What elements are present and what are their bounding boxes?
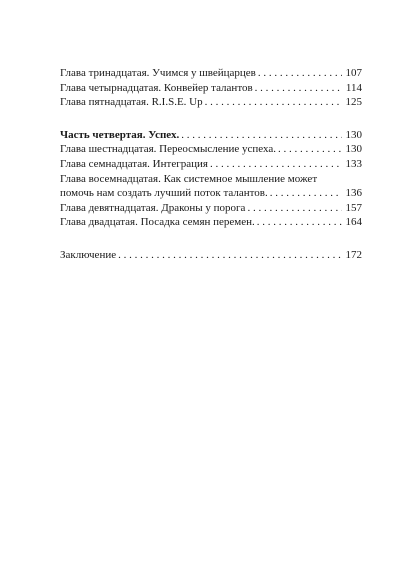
toc-entry-page: 107 (345, 67, 362, 79)
toc-entry-page: 136 (345, 187, 362, 200)
toc-entry-title: Глава тринадцатая. Учимся у швейцарцев (60, 67, 256, 79)
toc-entry-page: 130 (345, 143, 362, 156)
toc-entry-title: Глава четырнадцатая. Конвейер талантов (60, 81, 253, 94)
dot-leader (205, 95, 342, 110)
dot-leader (257, 215, 342, 230)
toc-entry-chapter-16[interactable] (60, 142, 362, 157)
toc-entry-page: 164 (345, 216, 362, 229)
toc-entry-title: Глава девятнадцатая. Драконы у порога (60, 201, 246, 214)
toc-entry-title: Глава семнадцатая. Интеграция (60, 157, 208, 170)
toc-entry-title: Глава пятнадцатая. R.I.S.E. Up (60, 96, 203, 109)
dot-leader (118, 248, 342, 263)
toc-group-part-three-end (60, 66, 362, 110)
toc-entry-title-line2: помочь нам создать лучший поток талантов. (60, 187, 268, 200)
toc-entry-page: 125 (345, 96, 362, 109)
toc-entry-page: 172 (345, 248, 362, 261)
toc-part-title: Часть четвертая. Успех. (60, 128, 180, 141)
toc-entry-chapter-17[interactable] (60, 157, 362, 172)
toc-entry-chapter-18[interactable] (60, 172, 362, 201)
toc-entry-title: Глава шестнадцатая. Переосмысление успеха. (60, 143, 277, 156)
dot-leader (210, 157, 342, 172)
toc-entry-conclusion[interactable] (60, 248, 362, 263)
toc-entry-chapter-19[interactable] (60, 201, 362, 216)
toc-entry-page: 130 (345, 128, 362, 141)
dot-leader (181, 128, 342, 143)
dot-leader (258, 66, 342, 81)
toc-entry-page: 114 (345, 81, 362, 94)
toc-entry-line2 (60, 186, 362, 201)
toc-entry-part-4[interactable] (60, 128, 362, 143)
toc-entry-chapter-20[interactable] (60, 215, 362, 230)
toc-entry-chapter-15[interactable] (60, 95, 362, 110)
toc-entry-title: Заключение (60, 248, 117, 261)
dot-leader (247, 201, 342, 216)
toc-entry-page: 133 (345, 157, 362, 170)
dot-leader (255, 81, 342, 96)
toc-entry-chapter-14[interactable] (60, 81, 362, 96)
table-of-contents (60, 66, 362, 263)
dot-leader (270, 186, 342, 201)
toc-entry-title: Глава двадцатая. Посадка семян перемен. (60, 216, 255, 229)
toc-group-part-four (60, 128, 362, 230)
toc-entry-page: 157 (345, 201, 362, 214)
toc-entry-chapter-13[interactable] (60, 66, 362, 81)
toc-entry-title-line1: Глава восемнадцатая. Как системное мышление может (60, 172, 318, 185)
toc-group-conclusion (60, 248, 362, 263)
dot-leader (278, 142, 342, 157)
